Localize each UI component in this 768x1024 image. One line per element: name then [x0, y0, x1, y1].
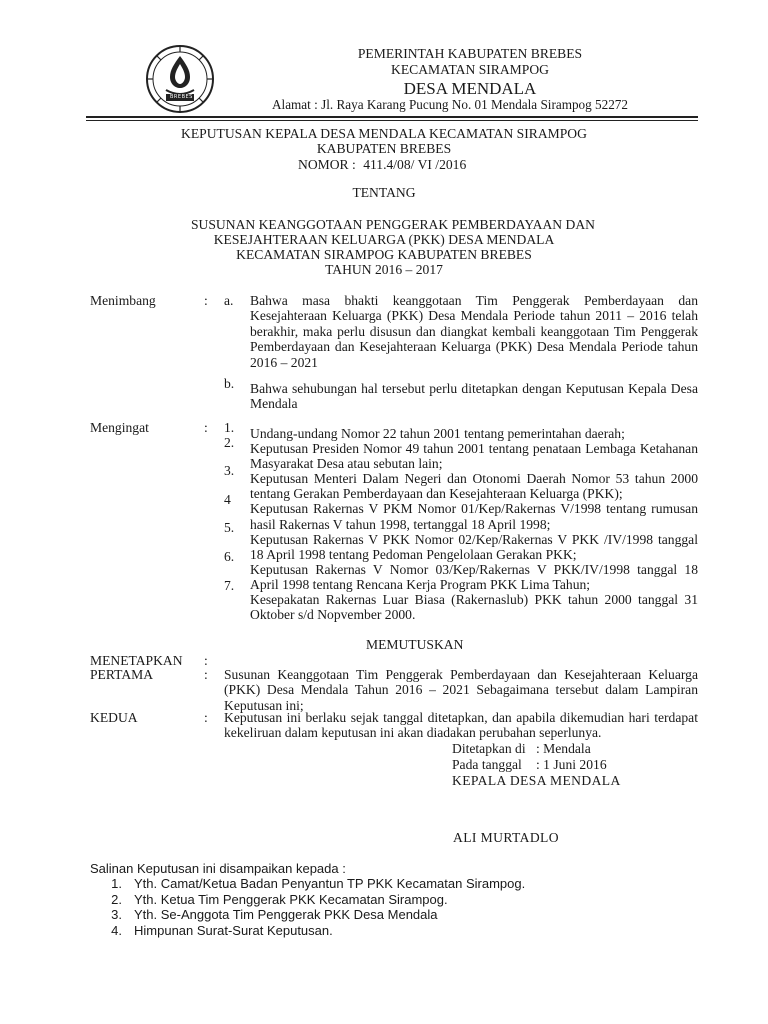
mengingat-item-text: Kesepakatan Rakernas Luar Biasa (Rakernaslub) PKK tahun 2000 tanggal 31 Oktober s/d Nopvember 2000. — [250, 592, 698, 623]
letterhead-address: Alamat : Jl. Raya Karang Pucung No. 01 Mendala Sirampog 52272 — [272, 97, 628, 112]
mengingat-item-text: Keputusan Rakernas V PKK Nomor 02/Kep/Rakernas V PKK /IV/1998 tanggal 18 April 1998 tentang Pedoman Pengelolaan Gerakan PKK; — [250, 531, 698, 562]
decree-subject-2: KESEJAHTERAAN KELUARGA (PKK) DESA MENDALA — [213, 232, 555, 247]
list-item: 2. Yth. Ketua Tim Penggerak PKK Kecamatan Sirampog. — [111, 891, 448, 907]
regency-emblem — [134, 44, 226, 114]
decree-number-label: NOMOR : — [298, 157, 356, 172]
kedua-colon: : — [204, 710, 208, 725]
mengingat-label: Mengingat — [90, 420, 149, 435]
decree-subject-4: TAHUN 2016 – 2017 — [325, 262, 443, 277]
memutuskan-heading: MEMUTUSKAN — [366, 637, 464, 652]
pertama-text: Susunan Keanggotaan Tim Penggerak Pemberdayaan dan Kesejahteraan Keluarga (PKK) Desa Mendala Tahun 2016 – 2021 Sebagaimana tersebut dalam Lampiran Keputusan ini; — [224, 667, 698, 713]
mengingat-item-text: Keputusan Rakernas V Nomor 03/Kep/Rakernas V PKK/IV/1998 tanggal 18 April 1998 tentang Rencana Kerja Program PKK Lima Tahun; — [250, 561, 698, 592]
ditetapkan-label: Ditetapkan di — [452, 741, 526, 756]
menimbang-item-b-text: Bahwa sehubungan hal tersebut perlu ditetapkan dengan Keputusan Kepala Desa Mendala — [250, 381, 698, 412]
signatory-position: KEPALA DESA MENDALA — [452, 773, 621, 788]
kedua-label: KEDUA — [90, 710, 138, 725]
list-item: 1. Yth. Camat/Ketua Badan Penyantun TP PKK Kecamatan Sirampog. — [111, 876, 526, 891]
letterhead-line-1: PEMERINTAH KABUPATEN BREBES — [357, 46, 583, 61]
pertama-colon: : — [204, 667, 208, 682]
kedua-text: Keputusan ini berlaku sejak tanggal ditetapkan, dan apabila dikemudian hari terdapat kekeliruan dalam keputusan ini akan diadakan perubahan seperlunya. — [224, 710, 698, 741]
decree-subject-3: KECAMATAN SIRAMPOG KABUPATEN BREBES — [236, 247, 532, 262]
decree-subject-1: SUSUNAN KEANGGOTAAN PENGGERAK PEMBERDAYAAN DAN — [191, 217, 595, 232]
mengingat-number: 6. — [224, 549, 235, 564]
letterhead-rule-thick — [86, 116, 698, 118]
mengingat-item-text: Keputusan Menteri Dalam Negeri dan Otonomi Daerah Nomor 53 tahun 2000 tentang Gerakan Pemberdayaan dan Kesejahteraan Keluarga (PKK); — [250, 471, 698, 502]
mengingat-number: 5. — [224, 520, 235, 535]
letterhead-village-name: DESA MENDALA — [403, 79, 537, 98]
menimbang-item-a-number: a. — [224, 293, 234, 308]
mengingat-item-text: Undang-undang Nomor 22 tahun 2001 tentang pemerintahan daerah; — [250, 426, 625, 441]
menimbang-colon: : — [204, 293, 208, 308]
decree-title-2: KABUPATEN BREBES — [316, 141, 452, 156]
mengingat-number: 3. — [224, 463, 235, 478]
menetapkan-label: MENETAPKAN — [90, 653, 183, 668]
letterhead-rule-thin — [86, 120, 698, 121]
salinan-list — [90, 876, 525, 938]
tanggal-label: Pada tanggal — [452, 757, 522, 772]
mengingat-item-text: Keputusan Rakernas V PKM Nomor 01/Kep/Rakernas V/1998 tentang rumusan hasil Rakernas V tahun 1998, tertanggal 18 April 1998; — [250, 501, 698, 532]
signatory-name: ALI MURTADLO — [453, 830, 559, 845]
menimbang-item-a-text: Bahwa masa bhakti keanggotaan Tim Penggerak Pemberdayaan dan Kesejahteraan Keluarga (PKK) Desa Mendala Periode tahun 2011 – 2016 telah berakhir, maka perlu disusun dan diangkat kembali keanggotaan Tim Penggerak Pemberdayaan dan Kesejahteraan Keluarga (PKK) Desa Mendala Periode tahun 2016 – 2021 — [250, 293, 698, 370]
mengingat-number: 1. — [224, 420, 235, 435]
menimbang-label: Menimbang — [90, 293, 156, 308]
list-item: 4. Himpunan Surat-Surat Keputusan. — [111, 922, 333, 938]
pertama-label: PERTAMA — [90, 667, 154, 682]
decree-title-1: KEPUTUSAN KEPALA DESA MENDALA KECAMATAN SIRAMPOG — [181, 126, 587, 141]
mengingat-number: 2. — [224, 435, 235, 450]
mengingat-list — [250, 426, 698, 622]
menimbang-item-b-number: b. — [224, 376, 235, 391]
menetapkan-colon: : — [204, 653, 208, 668]
tanggal-value: : 1 Juni 2016 — [536, 757, 607, 772]
mengingat-colon: : — [204, 420, 208, 435]
letterhead-line-2: KECAMATAN SIRAMPOG — [391, 62, 549, 77]
mengingat-number: 7. — [224, 578, 235, 593]
ditetapkan-value: : Mendala — [536, 741, 591, 756]
salinan-intro: Salinan Keputusan ini disampaikan kepada : — [90, 861, 346, 876]
decree-tentang: TENTANG — [352, 185, 416, 200]
mengingat-number: 4 — [224, 492, 231, 507]
decree-number — [298, 157, 466, 172]
emblem-text: BREBES — [170, 94, 193, 100]
decree-number-value: 411.4/08/ VI /2016 — [363, 157, 467, 172]
list-item: 3. Yth. Se-Anggota Tim Penggerak PKK Desa Mendala — [111, 907, 438, 922]
mengingat-item-text: Keputusan Presiden Nomor 49 tahun 2001 tentang penataan Lembaga Ketahanan Masyarakat Desa atau sebutan lain; — [250, 441, 698, 472]
